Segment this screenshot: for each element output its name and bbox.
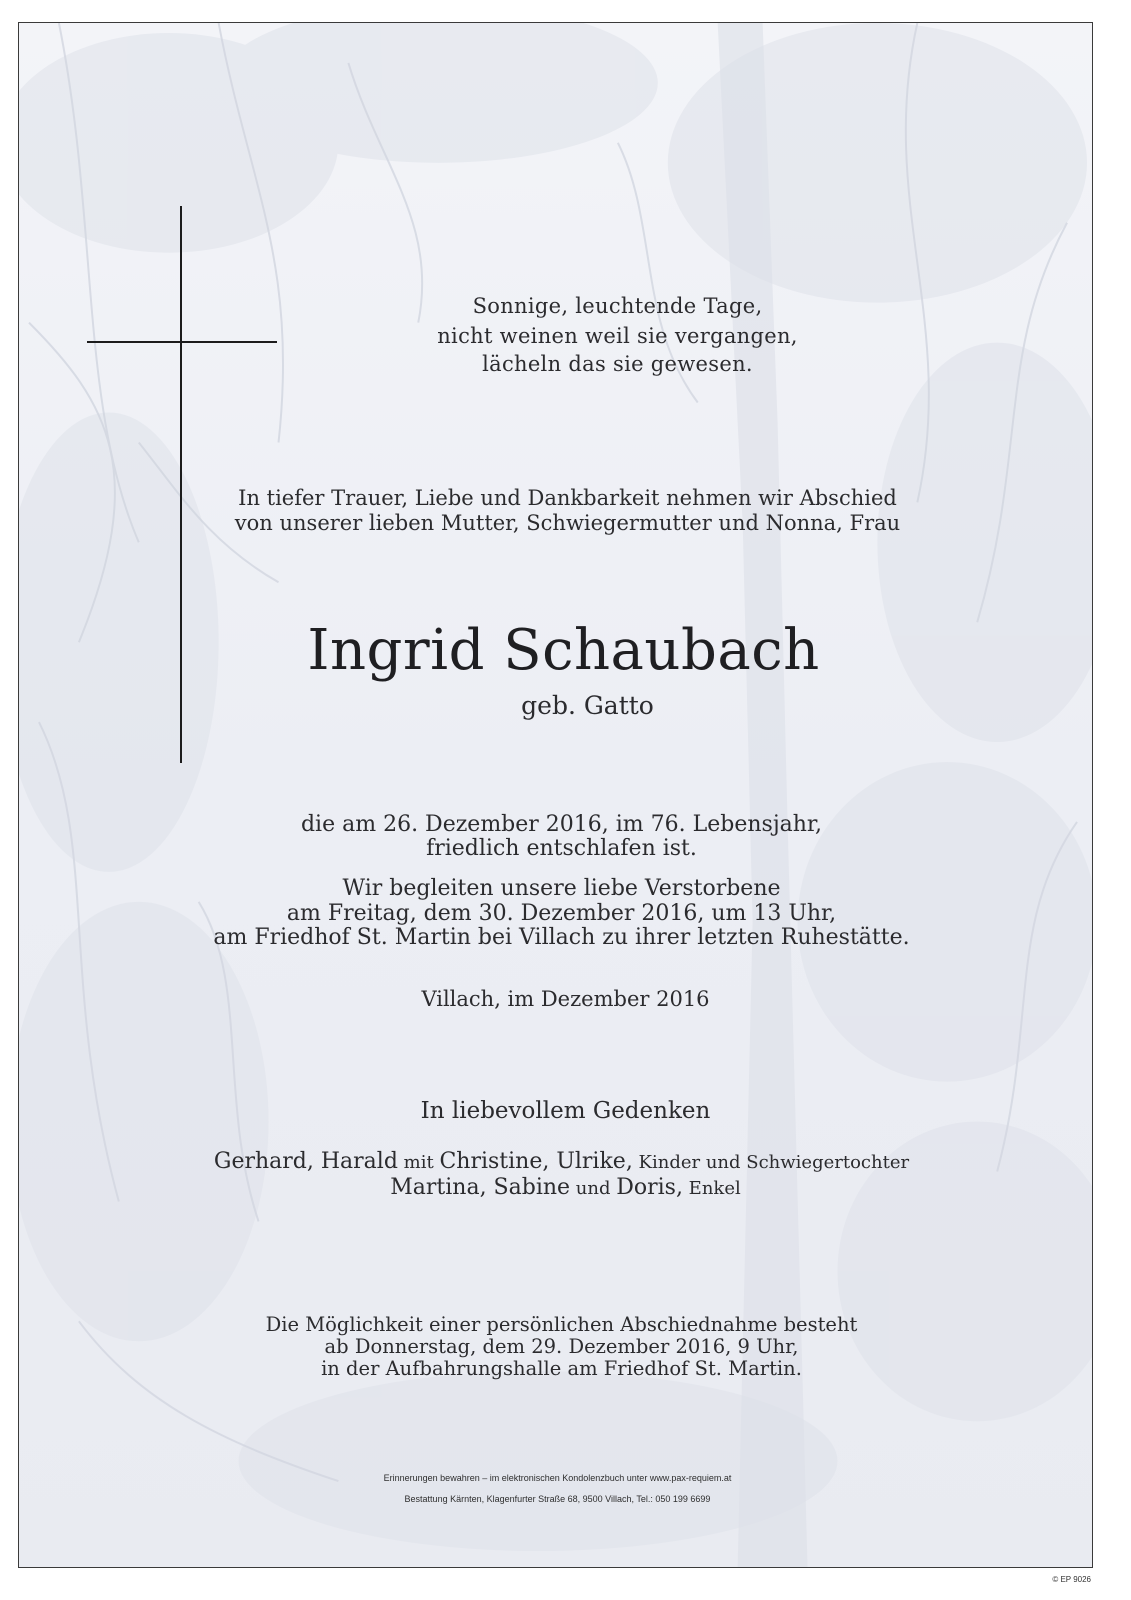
- family-grandchildren-2: Doris,: [616, 1175, 683, 1200]
- family-connector-und: und: [570, 1178, 617, 1199]
- family-grandchildren-1: Martina, Sabine: [390, 1175, 571, 1200]
- memorial-heading: In liebevollem Gedenken: [420, 1098, 711, 1124]
- intro-line-2: von unserer lieben Mutter, Schwiegermutter und Nonna, Frau: [234, 511, 901, 535]
- family-sons: Gerhard, Harald: [213, 1149, 398, 1174]
- viewing-line-1: Die Möglichkeit einer persönlichen Abschiednahme besteht: [265, 1313, 858, 1336]
- copyright-mark: © EP 9026: [1052, 1575, 1091, 1584]
- obituary-frame: [18, 22, 1093, 1568]
- viewing-line-2: ab Donnerstag, dem 29. Dezember 2016, 9 Uhr,: [324, 1335, 799, 1358]
- funeral-line-3: am Friedhof St. Martin bei Villach zu ihrer letzten Ruhestätte.: [213, 925, 910, 950]
- footer-funeral-home-line: Bestattung Kärnten, Klagenfurter Straße 68, 9500 Villach, Tel.: 050 199 6699: [404, 1494, 711, 1504]
- family-daughters: Christine, Ulrike,: [439, 1149, 633, 1174]
- passing-line-2: friedlich entschlafen ist.: [426, 836, 697, 861]
- funeral-line-1: Wir begleiten unsere liebe Verstorbene: [342, 876, 781, 901]
- funeral-line-2: am Freitag, dem 30. Dezember 2016, um 13 Uhr,: [286, 901, 837, 926]
- maiden-name: geb. Gatto: [521, 691, 654, 720]
- family-connector-mit: mit: [397, 1152, 440, 1173]
- verse-line-3: lächeln das sie gewesen.: [482, 352, 753, 376]
- footer-condolence-line: Erinnerungen bewahren – im elektronischen Kondolenzbuch unter www.pax-requiem.at: [383, 1473, 732, 1483]
- deceased-name: Ingrid Schaubach: [307, 618, 820, 683]
- family-row-grandchildren: [29, 1177, 1093, 1199]
- place-and-date: Villach, im Dezember 2016: [421, 987, 710, 1011]
- intro-line-1: In tiefer Trauer, Liebe und Dankbarkeit nehmen wir Abschied: [238, 486, 897, 510]
- family-role-grandchildren: Enkel: [682, 1178, 741, 1199]
- verse-line-1: Sonnige, leuchtende Tage,: [472, 294, 763, 318]
- passing-line-1: die am 26. Dezember 2016, im 76. Lebensjahr,: [300, 812, 823, 837]
- viewing-line-3: in der Aufbahrungshalle am Friedhof St. Martin.: [321, 1357, 802, 1380]
- obituary-text: [19, 23, 1092, 1567]
- family-role-children: Kinder und Schwiegertochter: [632, 1152, 910, 1173]
- verse-line-2: nicht weinen weil sie vergangen,: [437, 324, 798, 348]
- family-row-children: [25, 1151, 1093, 1173]
